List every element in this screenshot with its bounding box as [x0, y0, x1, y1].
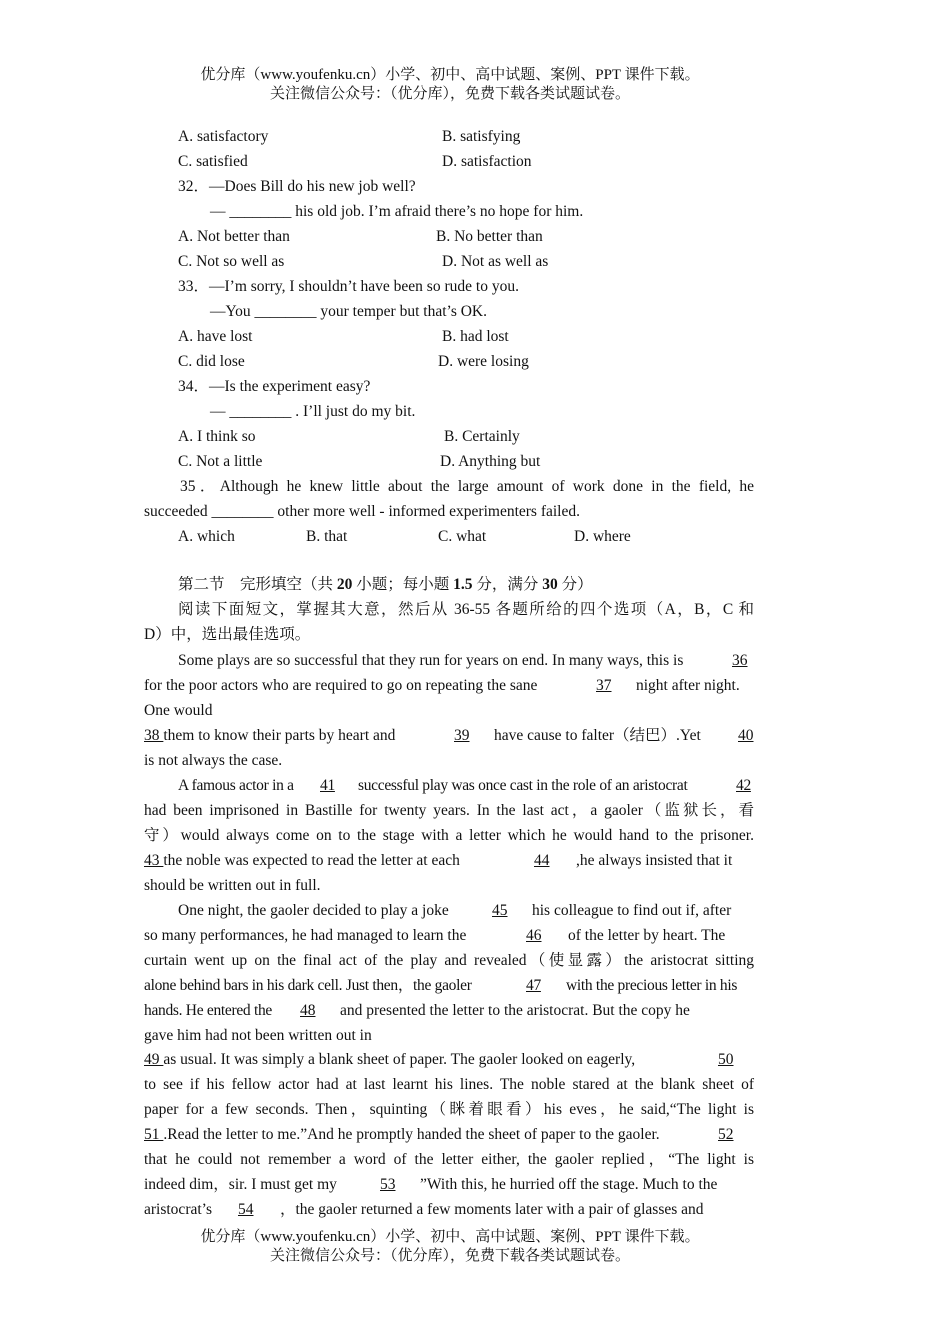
blank-53: 53	[380, 1176, 396, 1193]
q32-reply: — ________ his old job. I’m afraid there’s no hope for him.	[210, 203, 584, 220]
blank-54: 54	[238, 1201, 254, 1218]
passage-line: Some plays are so successful that they run for years on end. In many ways, this is	[178, 652, 684, 669]
blank-45: 45	[492, 902, 508, 919]
q31-option-a: A. satisfactory	[178, 128, 269, 145]
passage-line: that he could not remember a word of the letter either, the gaoler replied，“The light is	[144, 1151, 754, 1168]
blank-38: 38	[144, 727, 164, 744]
page-footer	[0, 1228, 900, 1266]
blank-42: 42	[736, 777, 751, 794]
passage-line: gave him had not been written out in	[144, 1027, 372, 1044]
blank-46: 46	[526, 927, 542, 944]
q34-option-c: C. Not a little	[178, 453, 263, 470]
q34-option-a: A. I think so	[178, 428, 256, 445]
passage-line: 43 the noble was expected to read the letter at each 44 ,he always insisted that it	[144, 852, 733, 869]
q32-option-d: D. Not as well as	[442, 253, 549, 270]
passage-line: 49 as usual. It was simply a blank sheet of paper. The gaoler looked on eagerly, 50	[144, 1051, 734, 1068]
passage-line: so many performances, he had managed to learn the 46 of the letter by heart. The	[144, 927, 726, 944]
passage-line: is not always the case.	[144, 752, 283, 769]
section-title: 第二节 完形填空（共 20 小题；每小题 1.5 分，满分 30 分）	[178, 576, 593, 593]
q35-line-2: succeeded ________ other more well - informed experimenters failed.	[144, 503, 580, 520]
passage-line: for the poor actors who are required to go on repeating the sane 37 night after night.	[144, 677, 740, 694]
passage-line: 守）would always come on to the stage with a letter which he would hand to the prisoner.	[144, 827, 754, 844]
passage-line: indeed dim，sir. I must get my 53 ”With this, he hurried off the stage. Much to the	[144, 1176, 718, 1193]
q31-option-d: D. satisfaction	[442, 153, 532, 170]
blank-48: 48	[300, 1002, 316, 1019]
q34-stem: 34．—Is the experiment easy?	[178, 378, 371, 395]
blank-52: 52	[718, 1126, 734, 1143]
blank-47: 47	[526, 977, 541, 994]
footer-line-1: 优分库（www.youfenku.cn）小学、初中、高中试题、案例、PPT 课件下载。	[200, 1229, 700, 1245]
footer-line-2: 关注微信公众号：（优分库），免费下载各类试题试卷。	[269, 1248, 630, 1264]
page-header	[0, 66, 900, 104]
blank-36: 36	[732, 652, 748, 669]
passage-line: curtain went up on the final act of the play and revealed（使显露）the aristocrat sitting	[144, 952, 754, 969]
blank-43: 43	[144, 852, 164, 869]
q35-option-c: C. what	[438, 528, 487, 545]
passage-line: had been imprisoned in Bastille for twenty years. In the last act，a gaoler（监狱长，看	[144, 802, 754, 819]
passage-line: to see if his fellow actor had at last learnt his lines. The noble stared at the blank sheet of	[144, 1076, 754, 1093]
passage-line: 38 them to know their parts by heart and 39 have cause to falter（结巴）.Yet 40	[144, 727, 754, 744]
q33-option-d: D. were losing	[438, 353, 529, 370]
blank-39: 39	[454, 727, 470, 744]
passage-line: paper for a few seconds. Then，squinting（眯着眼看）his eves，he said,“The light is	[144, 1101, 754, 1118]
q34-option-b: B. Certainly	[444, 428, 520, 445]
header-line-1: 优分库（www.youfenku.cn）小学、初中、高中试题、案例、PPT 课件下载。	[200, 67, 700, 83]
q34-option-d: D. Anything but	[440, 453, 541, 470]
passage-line: One night, the gaoler decided to play a joke 45 his colleague to find out if, after	[178, 902, 732, 919]
q31-option-b: B. satisfying	[442, 128, 521, 145]
section-instruction-1: 阅读下面短文，掌握其大意，然后从 36-55 各题所给的四个选项（A，B，C 和	[178, 601, 754, 618]
q33-stem: 33．—I’m sorry, I shouldn’t have been so rude to you.	[178, 278, 519, 295]
q32-stem: 32．—Does Bill do his new job well?	[178, 178, 416, 195]
q35-option-d: D. where	[574, 528, 631, 545]
q32-option-b: B. No better than	[436, 228, 543, 245]
section-instruction-2: D）中，选出最佳选项。	[144, 626, 311, 643]
header-line-2: 关注微信公众号：（优分库），免费下载各类试题试卷。	[269, 86, 630, 102]
blank-44: 44	[534, 852, 550, 869]
q35-line-1: 35．Although he knew little about the large amount of work done in the field, he	[180, 478, 754, 495]
passage-line: One would	[144, 702, 213, 719]
q33-option-b: B. had lost	[442, 328, 509, 345]
q34-reply: — ________ . I’ll just do my bit.	[210, 403, 416, 420]
blank-41: 41	[320, 777, 335, 794]
q35-option-a: A. which	[178, 528, 235, 545]
q32-option-a: A. Not better than	[178, 228, 290, 245]
q33-option-c: C. did lose	[178, 353, 245, 370]
q35-option-b: B. that	[306, 528, 348, 545]
passage-line: hands. He entered the 48 and presented the letter to the aristocrat. But the copy he	[144, 1002, 690, 1019]
q33-option-a: A. have lost	[178, 328, 253, 345]
q31-option-c: C. satisfied	[178, 153, 248, 170]
blank-40: 40	[738, 727, 754, 744]
passage-line: 51 .Read the letter to me.”And he promptly handed the sheet of paper to the gaoler. 52	[144, 1126, 734, 1143]
q32-option-c: C. Not so well as	[178, 253, 285, 270]
passage-line: aristocrat’s 54 ，the gaoler returned a few moments later with a pair of glasses and	[144, 1201, 704, 1218]
blank-50: 50	[718, 1051, 734, 1068]
q33-reply: —You ________ your temper but that’s OK.	[210, 303, 487, 320]
passage-line: should be written out in full.	[144, 877, 321, 894]
blank-51: 51	[144, 1126, 164, 1143]
passage-line: A famous actor in a 41 successful play was once cast in the role of an aristocrat 42	[178, 777, 751, 794]
blank-49: 49	[144, 1051, 164, 1068]
passage-line: alone behind bars in his dark cell. Just then，the gaoler 47 with the precious letter in his	[144, 977, 738, 994]
